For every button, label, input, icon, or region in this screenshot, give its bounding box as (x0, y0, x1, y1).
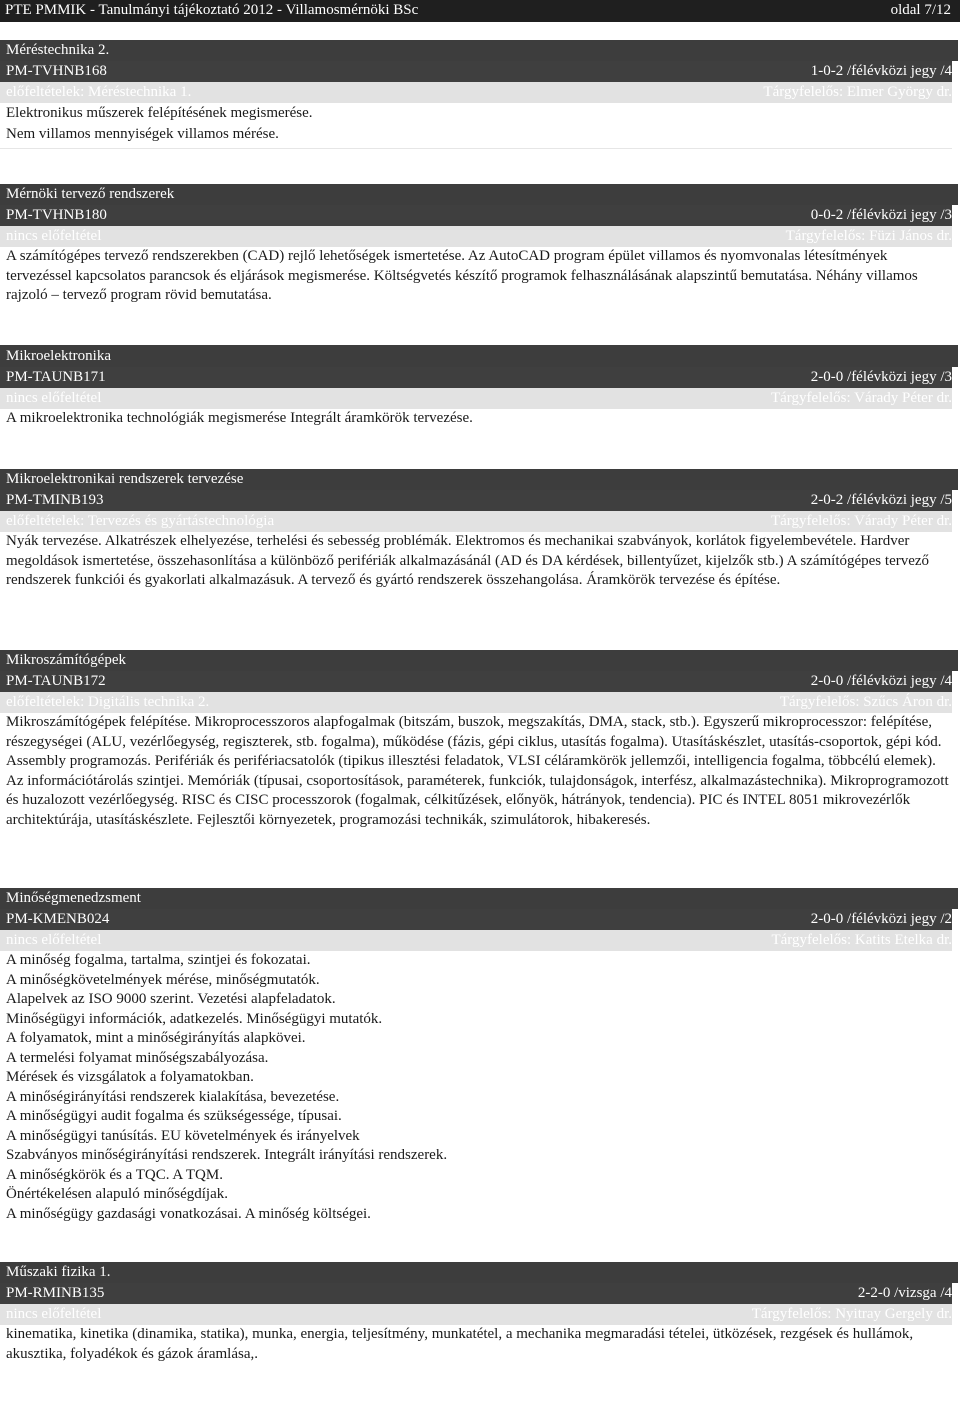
description-line: A számítógépes tervező rendszerekben (CAD) rejlő lehetőségek ismertetése. Az AutoCAD program épület villamos és nyomvonalas létesítmények tervezéssel kapcsolatos parancsok és eljárások megismerése. Költségvetés készítő programok felhasználásának alapszintű bemutatása. Néhány villamos rajzoló – tervező program rövid bemutatása. (6, 248, 918, 303)
course-prereq: nincs előfeltétel (6, 1306, 102, 1322)
course-code-row (0, 1283, 952, 1304)
description-line: A folyamatok, mint a minőségirányítás alapkövei. (6, 1030, 306, 1046)
description-line: Elektronikus műszerek felépítésének megismerése. (6, 105, 313, 121)
course-responsible: Tárgyfelelős: Katits Etelka dr. (771, 932, 952, 948)
description-line: kinematika, kinetika (dinamika, statika), munka, energia, teljesítmény, munkatétel, a mechanika megmaradási tételei, ütközések, rezgések és hullámok, akusztika, folyadékok és gázok áramlása,. (6, 1326, 914, 1362)
course-responsible: Tárgyfelelős: Szűcs Áron dr. (779, 694, 952, 710)
course-title: Mikroelektronika (0, 345, 958, 367)
course-prereq-row (0, 1304, 952, 1325)
course-prereq-row (0, 692, 952, 713)
course-description (0, 532, 952, 591)
description-line: Minőségügyi információk, adatkezelés. Minőségügyi mutatók. (6, 1010, 383, 1027)
description-line: A minőségirányítási rendszerek kialakítása, bevezetése. (6, 1088, 340, 1105)
course-code-row (0, 671, 952, 692)
course-credits: 2-0-0 /félévközi jegy /2 (810, 911, 952, 927)
course-credits: 2-2-0 /vizsga /4 (857, 1285, 952, 1301)
course-prereq: előfeltételek: Méréstechnika 1. (6, 84, 192, 100)
course-credits: 2-0-2 /félévközi jegy /5 (810, 492, 952, 508)
course-responsible: Tárgyfelelős: Várady Péter dr. (770, 513, 952, 529)
course-block (0, 469, 960, 591)
course-block (0, 1262, 960, 1364)
description-line: A mikroelektronika technológiák megismerése Integrált áramkörök tervezése. (6, 410, 473, 426)
course-description (0, 1325, 952, 1364)
description-line: Önértékelésen alapuló minőségdíjak. (6, 1186, 229, 1202)
course-title: Minőségmenedzsment (0, 888, 958, 909)
course-credits: 2-0-0 /félévközi jegy /4 (810, 673, 952, 689)
course-responsible: Tárgyfelelős: Nyitray Gergely dr. (751, 1306, 952, 1322)
course-description (0, 951, 952, 1224)
description-line: A termelési folyamat minőségszabályozása. (6, 1049, 269, 1066)
course-code: PM-TAUNB171 (6, 369, 106, 385)
description-line: Nem villamos mennyiségek villamos mérése. (6, 126, 279, 142)
description-line: A minőségkörök és a TQC. A TQM. (6, 1166, 223, 1183)
course-prereq: nincs előfeltétel (6, 390, 102, 406)
course-prereq-row (0, 82, 952, 103)
course-code: PM-TAUNB172 (6, 673, 106, 689)
course-code: PM-RMINB135 (6, 1285, 105, 1301)
course-responsible: Tárgyfelelős: Elmer György dr. (763, 84, 952, 100)
course-credits: 1-0-2 /félévközi jegy /4 (810, 63, 952, 79)
description-line: A minőségügy gazdasági vonatkozásai. A minőség költségei. (6, 1205, 371, 1222)
page-number: oldal 7/12 (890, 2, 951, 18)
description-line: Mérések és vizsgálatok a folyamatokban. (6, 1069, 254, 1085)
course-description (0, 409, 952, 429)
course-credits: 0-0-2 /félévközi jegy /3 (810, 207, 952, 223)
course-code: PM-KMENB024 (6, 911, 110, 927)
description-line: Mikroszámítógépek felépítése. Mikroprocesszoros alapfogalmak (bitszám, buszok, megszakítás, DMA, stack, stb.). Egyszerű mikroprocesszor: felépítése, részegységei (ALU, vezérlőegység, regiszterek, stb. fogalma), működése (fázis, gépi ciklus, utasítás fogalma). Utasításkészlet, utasítás-csoportok, gépi kód. Assembly programozás. Perifériák és perifériacsatolók (tipikus illesztési feladatok, VLSI céláramkörök jellemzői, intelligencia fogalma, többcélú elemek). Az információtárolás szintjei. Memóriák (típusai, csoportosítások, paraméterek, funkciók, tulajdonságok, interfész, alkalmazástechnika). Mikroprogramozott és huzalozott vezérlőegység. RISC és CISC processzorok (fogalmak, célkitűzések, előnyök, hátrányok, tendencia). PIC és INTEL 8051 mikrovezérlők architektúrája, utasításkészlete. Fejlesztői környezetek, programozási technikák, szimulátorok, hibakeresés. (6, 714, 949, 828)
course-prereq: nincs előfeltétel (6, 228, 102, 244)
description-line: A minőségkövetelmények mérése, minőségmutatók. (6, 971, 320, 988)
course-code-row (0, 205, 952, 226)
course-block (0, 888, 960, 1224)
description-line: A minőségügyi audit fogalma és szükségessége, típusai. (6, 1108, 342, 1124)
course-block (0, 345, 960, 429)
description-line: A minőségügyi tanúsítás. EU követelmények és irányelvek (6, 1127, 360, 1144)
page-header (0, 0, 960, 22)
course-credits: 2-0-0 /félévközi jegy /3 (810, 369, 952, 385)
course-code-row (0, 367, 952, 388)
course-code-row (0, 909, 952, 930)
document-title: PTE PMMIK - Tanulmányi tájékoztató 2012 - Villamosmérnöki BSc (5, 2, 419, 18)
course-responsible: Tárgyfelelős: Füzi János dr. (785, 228, 952, 244)
description-line: Szabványos minőségirányítási rendszerek. Integrált irányítási rendszerek. (6, 1147, 448, 1163)
course-prereq-row (0, 511, 952, 532)
course-block (0, 650, 960, 830)
course-title: Műszaki fizika 1. (0, 1262, 958, 1283)
course-title: Mérnöki tervező rendszerek (0, 184, 958, 205)
course-title: Mikroszámítógépek (0, 650, 958, 671)
course-prereq-row (0, 388, 952, 409)
course-description (0, 247, 952, 306)
course-block (0, 184, 960, 306)
description-line: A minőség fogalma, tartalma, szintjei és fokozatai. (6, 952, 311, 968)
course-code: PM-TVHNB168 (6, 63, 107, 79)
course-prereq-row (0, 930, 952, 951)
course-description (0, 713, 952, 830)
description-line: Alapelvek az ISO 9000 szerint. Vezetési alapfeladatok. (6, 991, 336, 1007)
course-block (0, 40, 960, 145)
course-code-row (0, 61, 952, 82)
course-code: PM-TMINB193 (6, 492, 104, 508)
course-description (0, 103, 952, 145)
course-code-row (0, 490, 952, 511)
description-line: Nyák tervezése. Alkatrészek elhelyezése, terhelési és sebesség problémák. Elektromos és mechanikai szabványok, korlátok figyelembevétele. Hardver megoldások ismertetése, összehasonlítása a különböző perifériák alkalmazásánál (AD és DA kérdések, billentyűzet, kijelzők stb.) A számítógépes tervező rendszerek funkciói és gyakorlati alkalmazásuk. A tervező és gyártó rendszerek összehangolása. Áramkörök tervezése és építése. (6, 533, 930, 588)
course-prereq: előfeltételek: Digitális technika 2. (6, 694, 210, 710)
course-prereq-row (0, 226, 952, 247)
divider (0, 148, 952, 149)
course-title: Méréstechnika 2. (0, 40, 958, 61)
course-prereq: előfeltételek: Tervezés és gyártástechnológia (6, 513, 275, 529)
course-responsible: Tárgyfelelős: Várady Péter dr. (770, 390, 952, 406)
course-code: PM-TVHNB180 (6, 207, 107, 223)
course-prereq: nincs előfeltétel (6, 932, 102, 948)
course-title: Mikroelektronikai rendszerek tervezése (0, 469, 958, 490)
